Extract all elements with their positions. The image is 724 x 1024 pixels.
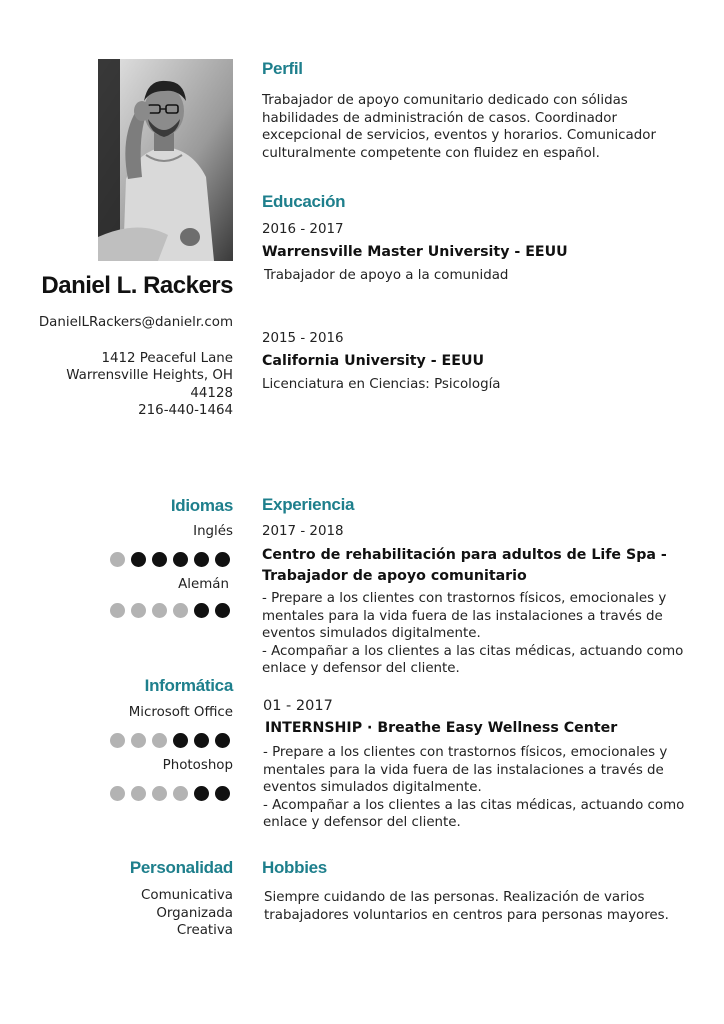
level-dot-empty (110, 552, 125, 567)
personality-item: Organizada (156, 905, 233, 921)
profile-line: habilidades de administración de casos. Coordinador (262, 110, 617, 126)
languages-heading: Idiomas (170, 496, 233, 515)
contact-address-line1: 1412 Peaceful Lane (101, 351, 233, 366)
level-dot-empty (152, 603, 167, 618)
language-name: Inglés (193, 524, 233, 539)
profile-line: culturalmente competente con fluidez en español. (262, 145, 600, 161)
contact-address-line2: Warrensville Heights, OH 44128 (66, 368, 233, 401)
language-level-dots (110, 603, 230, 618)
experience-line: eventos simulados digitalmente. (262, 626, 481, 641)
level-dot-empty (131, 786, 146, 801)
software-name: Microsoft Office (128, 705, 233, 720)
personality-item: Creativa (176, 923, 233, 938)
profile-heading: Perfil (262, 59, 303, 78)
software-level-dots (110, 786, 230, 801)
level-dot-filled (194, 733, 209, 748)
education-school: California University - EEUU (262, 353, 484, 369)
computing-heading: Informática (144, 676, 233, 695)
experience-line: enlace y defensor del cliente. (262, 661, 460, 676)
experience-line: - Prepare a los clientes con trastornos físicos, emocionales y (263, 745, 668, 760)
level-dot-filled (152, 552, 167, 567)
hobbies-text (264, 889, 704, 924)
level-dot-filled (194, 603, 209, 618)
level-dot-filled (215, 786, 230, 801)
profile-photo (98, 59, 233, 261)
education-degree: Trabajador de apoyo a la comunidad (264, 268, 509, 283)
level-dot-empty (131, 603, 146, 618)
personality-list (20, 887, 233, 940)
hobbies-line: trabajadores voluntarios en centros para personas mayores. (264, 907, 669, 923)
experience-line: mentales para la vida fuera de las instalaciones a través de (262, 608, 663, 624)
experience-title-line: Centro de rehabilitación para adultos de Life Spa - (262, 547, 667, 563)
education-degree: Licenciatura en Ciencias: Psicología (262, 377, 501, 392)
level-dot-filled (173, 552, 188, 567)
level-dot-empty (152, 786, 167, 801)
level-dot-filled (194, 786, 209, 801)
education-heading: Educación (262, 192, 346, 211)
level-dot-empty (152, 733, 167, 748)
level-dot-filled (215, 733, 230, 748)
experience-heading: Experiencia (262, 495, 355, 514)
hobbies-heading: Hobbies (262, 858, 327, 877)
experience-title-line: INTERNSHIP · Breathe Easy Wellness Center (265, 720, 618, 736)
level-dot-empty (173, 603, 188, 618)
level-dot-filled (215, 603, 230, 618)
education-school: Warrensville Master University - EEUU (262, 244, 568, 260)
level-dot-empty (110, 786, 125, 801)
level-dot-filled (131, 552, 146, 567)
language-name: Alemán (178, 577, 229, 592)
software-name: Photoshop (162, 758, 233, 773)
level-dot-filled (194, 552, 209, 567)
software-level-dots (110, 733, 230, 748)
experience-line: - Acompañar a los clientes a las citas médicas, actuando como (262, 643, 684, 659)
education-dates: 2016 - 2017 (262, 222, 344, 237)
experience-title (262, 545, 702, 587)
experience-title-line: Trabajador de apoyo comunitario (262, 568, 527, 584)
profile-line: excepcional de servicios, eventos y horarios. Comunicador (262, 128, 656, 143)
experience-dates: 2017 - 2018 (262, 524, 344, 539)
experience-description (262, 590, 702, 678)
profile-text (262, 92, 702, 162)
personality-item: Comunicativa (141, 888, 233, 903)
level-dot-empty (173, 786, 188, 801)
experience-line: eventos simulados digitalmente. (263, 780, 482, 795)
experience-description (263, 744, 703, 832)
experience-line: - Prepare a los clientes con trastornos físicos, emocionales y (262, 591, 667, 606)
experience-line: - Acompañar a los clientes a las citas médicas, actuando como (263, 797, 685, 813)
education-dates: 2015 - 2016 (262, 331, 344, 346)
experience-line: mentales para la vida fuera de las instalaciones a través de (263, 762, 664, 778)
level-dot-empty (131, 733, 146, 748)
experience-line: enlace y defensor del cliente. (263, 815, 461, 830)
level-dot-filled (215, 552, 230, 567)
hobbies-line: Siempre cuidando de las personas. Realización de varios (264, 890, 645, 905)
contact-email[interactable]: DanielLRackers@danielr.com (38, 315, 233, 330)
profile-line: Trabajador de apoyo comunitario dedicado con sólidas (262, 93, 628, 108)
experience-dates: 01 - 2017 (263, 698, 333, 714)
candidate-name: Daniel L. Rackers (41, 272, 233, 299)
language-level-dots (110, 552, 230, 567)
personality-heading: Personalidad (129, 858, 233, 877)
level-dot-empty (110, 603, 125, 618)
contact-phone: 216-440-1464 (138, 403, 233, 418)
level-dot-empty (110, 733, 125, 748)
level-dot-filled (173, 733, 188, 748)
